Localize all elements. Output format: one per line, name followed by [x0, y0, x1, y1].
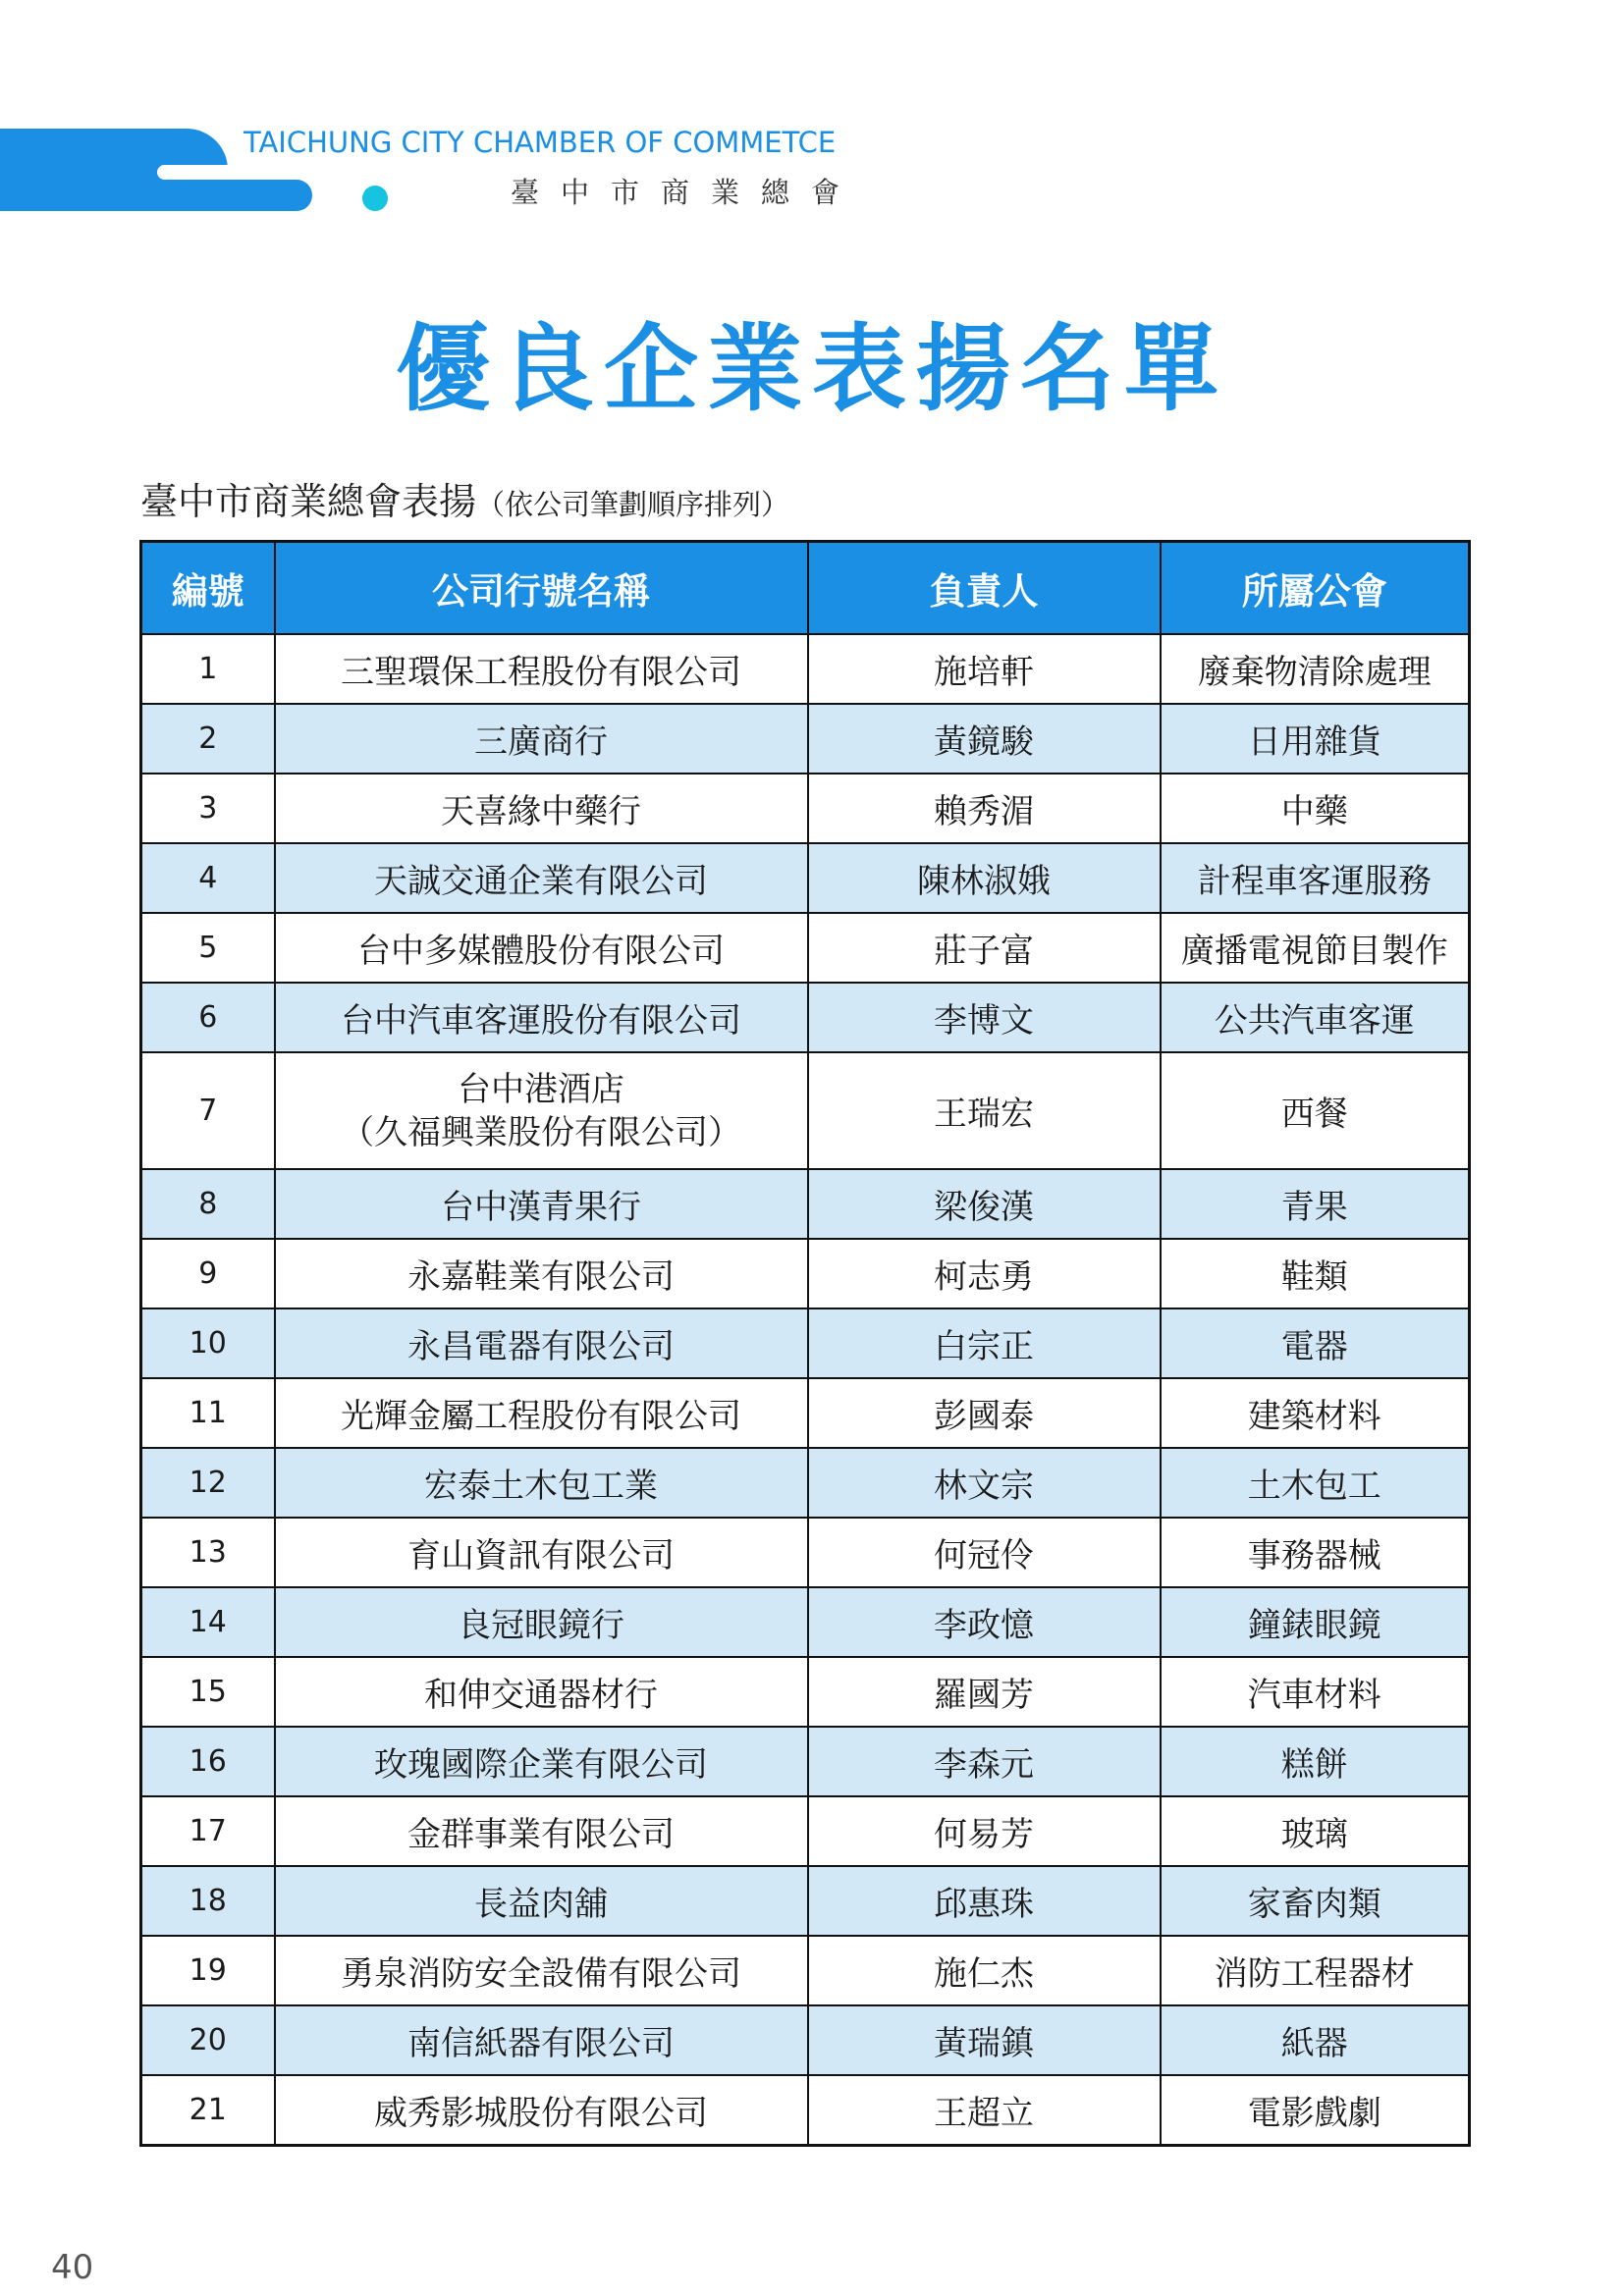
row-company: 玫瑰國際企業有限公司 — [275, 1727, 808, 1796]
table-row — [141, 1308, 1470, 1378]
row-company: 天喜緣中藥行 — [275, 774, 808, 843]
row-company: 天誠交通企業有限公司 — [275, 843, 808, 913]
row-number: 18 — [141, 1866, 275, 1936]
section-subtitle — [140, 471, 789, 525]
row-guild: 中藥 — [1161, 774, 1470, 843]
row-number: 13 — [141, 1518, 275, 1587]
table-row — [141, 774, 1470, 843]
row-company: 三聖環保工程股份有限公司 — [275, 634, 808, 704]
row-number: 5 — [141, 913, 275, 983]
row-number: 15 — [141, 1657, 275, 1727]
row-guild: 家畜肉類 — [1161, 1866, 1470, 1936]
brand-bar-lower-graphic — [157, 180, 312, 211]
table-row — [141, 1657, 1470, 1727]
row-guild: 糕餅 — [1161, 1727, 1470, 1796]
row-number: 8 — [141, 1169, 275, 1239]
row-company: 良冠眼鏡行 — [275, 1587, 808, 1657]
brand-bar-notch — [157, 165, 228, 180]
row-number: 21 — [141, 2075, 275, 2146]
row-person: 何冠伶 — [808, 1518, 1161, 1587]
table-row — [141, 1052, 1470, 1169]
row-person: 李博文 — [808, 983, 1161, 1052]
row-guild: 計程車客運服務 — [1161, 843, 1470, 913]
table-row — [141, 1727, 1470, 1796]
row-number: 9 — [141, 1239, 275, 1308]
row-company: 育山資訊有限公司 — [275, 1518, 808, 1587]
row-company-line1: 台中港酒店 — [458, 1069, 624, 1109]
row-number: 20 — [141, 2005, 275, 2075]
header-company: 公司行號名稱 — [275, 542, 808, 635]
org-name-chinese: 臺中市商業總會 — [511, 176, 862, 209]
page-title: 優良企業表揚名單 — [396, 313, 1228, 424]
header-number: 編號 — [141, 542, 275, 635]
row-company: 三廣商行 — [275, 704, 808, 774]
row-company: 宏泰土木包工業 — [275, 1448, 808, 1518]
table-row — [141, 1796, 1470, 1866]
row-person: 黃瑞鎮 — [808, 2005, 1161, 2075]
row-person: 李政憶 — [808, 1587, 1161, 1657]
row-guild: 鐘錶眼鏡 — [1161, 1587, 1470, 1657]
row-company: 光輝金屬工程股份有限公司 — [275, 1378, 808, 1448]
table-row — [141, 913, 1470, 983]
table-row — [141, 1518, 1470, 1587]
row-company-line2: （久福興業股份有限公司） — [341, 1112, 741, 1152]
row-person: 柯志勇 — [808, 1239, 1161, 1308]
row-guild: 事務器械 — [1161, 1518, 1470, 1587]
row-guild: 公共汽車客運 — [1161, 983, 1470, 1052]
row-guild: 青果 — [1161, 1169, 1470, 1239]
row-person: 羅國芳 — [808, 1657, 1161, 1727]
org-name-english: TAICHUNG CITY CHAMBER OF COMMETCE — [244, 126, 837, 159]
row-guild: 日用雜貨 — [1161, 704, 1470, 774]
row-person: 邱惠珠 — [808, 1866, 1161, 1936]
subtitle-main: 臺中市商業總會表揚 — [140, 480, 477, 523]
row-guild: 土木包工 — [1161, 1448, 1470, 1518]
table-row — [141, 634, 1470, 704]
row-number: 10 — [141, 1308, 275, 1378]
row-number: 11 — [141, 1378, 275, 1448]
row-number: 6 — [141, 983, 275, 1052]
row-guild: 廣播電視節目製作 — [1161, 913, 1470, 983]
row-person: 陳林淑娥 — [808, 843, 1161, 913]
row-guild: 玻璃 — [1161, 1796, 1470, 1866]
row-person: 白宗正 — [808, 1308, 1161, 1378]
row-guild: 紙器 — [1161, 2005, 1470, 2075]
brand-dot-icon — [362, 186, 388, 211]
row-person: 梁俊漢 — [808, 1169, 1161, 1239]
table-row — [141, 1936, 1470, 2005]
table-header-row — [141, 542, 1470, 635]
row-guild: 建築材料 — [1161, 1378, 1470, 1448]
row-number: 4 — [141, 843, 275, 913]
row-guild: 電影戲劇 — [1161, 2075, 1470, 2146]
row-person: 林文宗 — [808, 1448, 1161, 1518]
row-number: 19 — [141, 1936, 275, 2005]
table-row — [141, 1378, 1470, 1448]
row-company: 永嘉鞋業有限公司 — [275, 1239, 808, 1308]
row-number: 14 — [141, 1587, 275, 1657]
row-person: 施仁杰 — [808, 1936, 1161, 2005]
row-person: 王超立 — [808, 2075, 1161, 2146]
row-company: 永昌電器有限公司 — [275, 1308, 808, 1378]
row-person: 彭國泰 — [808, 1378, 1161, 1448]
row-person: 賴秀湄 — [808, 774, 1161, 843]
table-row — [141, 2075, 1470, 2146]
row-person: 李森元 — [808, 1727, 1161, 1796]
table-row — [141, 2005, 1470, 2075]
row-number: 12 — [141, 1448, 275, 1518]
page-number: 40 — [51, 2248, 94, 2287]
table-row — [141, 1169, 1470, 1239]
header-guild: 所屬公會 — [1161, 542, 1470, 635]
row-number: 3 — [141, 774, 275, 843]
row-company: 勇泉消防安全設備有限公司 — [275, 1936, 808, 2005]
row-number: 16 — [141, 1727, 275, 1796]
row-guild: 鞋類 — [1161, 1239, 1470, 1308]
table-row — [141, 983, 1470, 1052]
table-row — [141, 843, 1470, 913]
row-guild: 汽車材料 — [1161, 1657, 1470, 1727]
row-company — [275, 1052, 808, 1169]
subtitle-note: （依公司筆劃順序排列） — [476, 488, 790, 521]
row-company: 長益肉舖 — [275, 1866, 808, 1936]
row-number: 2 — [141, 704, 275, 774]
table-row — [141, 1866, 1470, 1936]
row-number: 7 — [141, 1052, 275, 1169]
honoree-table — [139, 540, 1471, 2147]
row-person: 施培軒 — [808, 634, 1161, 704]
row-number: 1 — [141, 634, 275, 704]
row-person: 何易芳 — [808, 1796, 1161, 1866]
row-company: 南信紙器有限公司 — [275, 2005, 808, 2075]
table-row — [141, 1239, 1470, 1308]
table-row — [141, 704, 1470, 774]
row-guild: 消防工程器材 — [1161, 1936, 1470, 2005]
table-row — [141, 1587, 1470, 1657]
row-company: 台中漢青果行 — [275, 1169, 808, 1239]
row-company: 台中汽車客運股份有限公司 — [275, 983, 808, 1052]
row-person: 莊子富 — [808, 913, 1161, 983]
row-guild: 西餐 — [1161, 1052, 1470, 1169]
row-person: 黃鏡駿 — [808, 704, 1161, 774]
row-company: 和伸交通器材行 — [275, 1657, 808, 1727]
row-company: 威秀影城股份有限公司 — [275, 2075, 808, 2146]
header-person: 負責人 — [808, 542, 1161, 635]
row-guild: 廢棄物清除處理 — [1161, 634, 1470, 704]
row-company: 金群事業有限公司 — [275, 1796, 808, 1866]
row-guild: 電器 — [1161, 1308, 1470, 1378]
row-company: 台中多媒體股份有限公司 — [275, 913, 808, 983]
row-person: 王瑞宏 — [808, 1052, 1161, 1169]
table-row — [141, 1448, 1470, 1518]
row-number: 17 — [141, 1796, 275, 1866]
